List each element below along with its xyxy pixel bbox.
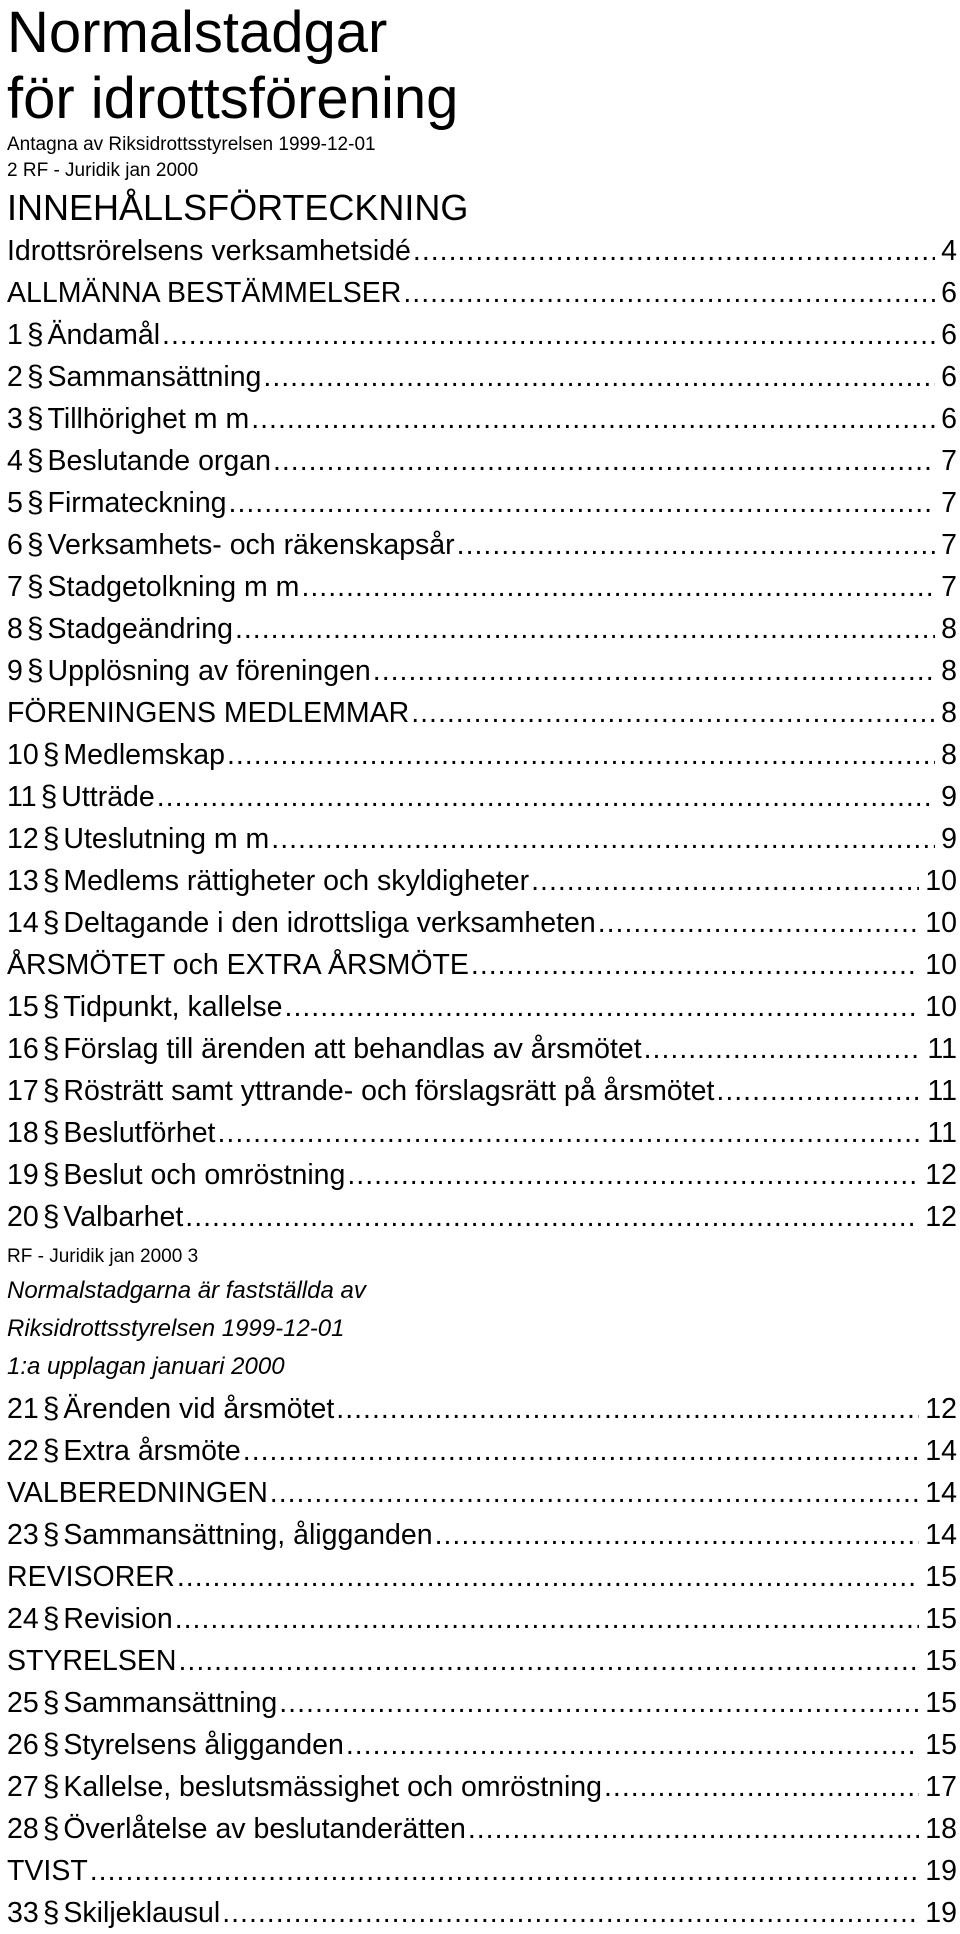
section-number: 12 bbox=[7, 823, 39, 855]
section-title: Uteslutning m m bbox=[63, 823, 270, 855]
section-symbol: § bbox=[40, 780, 58, 813]
section-symbol: § bbox=[42, 906, 60, 939]
dot-leader bbox=[222, 1892, 919, 1934]
section-symbol: § bbox=[42, 1812, 60, 1845]
section-title: TVIST bbox=[7, 1855, 88, 1887]
dot-leader bbox=[235, 608, 935, 650]
toc-entry-text bbox=[7, 734, 225, 776]
dot-leader bbox=[227, 734, 935, 776]
toc-entry-heading bbox=[7, 1472, 957, 1514]
document-title bbox=[7, 0, 957, 132]
section-title: Styrelsens åligganden bbox=[63, 1729, 344, 1761]
title-line-2: för idrottsförening bbox=[7, 66, 459, 131]
page-number: 10 bbox=[925, 865, 957, 897]
section-number: 9 bbox=[7, 655, 23, 687]
dot-leader bbox=[217, 1112, 921, 1154]
section-symbol: § bbox=[26, 612, 44, 645]
page-number: 15 bbox=[925, 1603, 957, 1635]
toc-entry-section bbox=[7, 1430, 957, 1472]
toc-entry-text bbox=[7, 860, 529, 902]
dot-leader bbox=[347, 1154, 919, 1196]
page-number: 11 bbox=[927, 1117, 957, 1149]
section-title: REVISORER bbox=[7, 1561, 175, 1593]
page-number: 7 bbox=[941, 571, 957, 603]
section-symbol: § bbox=[26, 444, 44, 477]
section-title: ÅRSMÖTET och EXTRA ÅRSMÖTE bbox=[7, 949, 469, 981]
toc-entry-text bbox=[7, 986, 283, 1028]
toc-entry-section bbox=[7, 1724, 957, 1766]
page-number: 15 bbox=[925, 1687, 957, 1719]
section-title: Sammansättning, åligganden bbox=[63, 1519, 433, 1551]
dot-leader bbox=[243, 1430, 920, 1472]
section-symbol: § bbox=[42, 1896, 60, 1929]
toc-entry-heading bbox=[7, 692, 957, 734]
toc-entry-text bbox=[7, 608, 233, 650]
toc-entry-text bbox=[7, 1724, 344, 1766]
section-symbol: § bbox=[42, 990, 60, 1023]
section-number: 22 bbox=[7, 1435, 39, 1467]
section-number: 26 bbox=[7, 1729, 39, 1761]
dot-leader bbox=[185, 1196, 919, 1238]
section-symbol: § bbox=[42, 1200, 60, 1233]
section-title: Beslutande organ bbox=[47, 445, 271, 477]
toc-entry-section bbox=[7, 1766, 957, 1808]
section-number: 15 bbox=[7, 991, 39, 1023]
toc-entry-heading bbox=[7, 1850, 957, 1892]
page-number: 14 bbox=[925, 1519, 957, 1551]
toc-entry-section bbox=[7, 566, 957, 608]
section-number: 14 bbox=[7, 907, 39, 939]
section-title: Medlems rättigheter och skyldigheter bbox=[63, 865, 530, 897]
edition-line-2: Riksidrottsstyrelsen 1999-12-01 bbox=[7, 1315, 345, 1342]
section-number: 11 bbox=[7, 781, 37, 813]
section-title: Idrottsrörelsens verksamhetsidé bbox=[7, 235, 411, 267]
page-number: 10 bbox=[925, 907, 957, 939]
section-number: 21 bbox=[7, 1393, 39, 1425]
dot-leader bbox=[531, 860, 919, 902]
section-symbol: § bbox=[42, 1392, 60, 1425]
section-title: Extra årsmöte bbox=[63, 1435, 241, 1467]
toc-entry-text bbox=[7, 1472, 268, 1514]
dot-leader bbox=[251, 398, 935, 440]
section-title: Skiljeklausul bbox=[63, 1897, 221, 1929]
toc-entry-text bbox=[7, 1430, 241, 1472]
toc-entry-heading bbox=[7, 944, 957, 986]
section-number: 17 bbox=[7, 1075, 39, 1107]
page-number: 17 bbox=[925, 1771, 957, 1803]
section-title: Beslutförhet bbox=[63, 1117, 216, 1149]
toc-entry-heading bbox=[7, 272, 957, 314]
section-symbol: § bbox=[42, 1032, 60, 1065]
section-title: Utträde bbox=[61, 781, 155, 813]
page-number: 14 bbox=[925, 1435, 957, 1467]
section-symbol: § bbox=[42, 1770, 60, 1803]
section-symbol: § bbox=[42, 1074, 60, 1107]
toc-entry-text bbox=[7, 1112, 215, 1154]
toc-entry-section bbox=[7, 650, 957, 692]
title-line-1: Normalstadgar bbox=[7, 0, 388, 65]
section-title: Valbarhet bbox=[63, 1201, 184, 1233]
dot-leader bbox=[598, 902, 920, 944]
page-number: 6 bbox=[941, 277, 957, 309]
section-number: 8 bbox=[7, 613, 23, 645]
dot-leader bbox=[263, 356, 935, 398]
section-number: 4 bbox=[7, 445, 23, 477]
toc-entry-text bbox=[7, 440, 271, 482]
toc-entry-text bbox=[7, 1388, 334, 1430]
section-title: Ändamål bbox=[47, 319, 161, 351]
toc-entry-section bbox=[7, 1682, 957, 1724]
page-number: 19 bbox=[925, 1897, 957, 1929]
toc-entry-section bbox=[7, 902, 957, 944]
page-number: 10 bbox=[925, 991, 957, 1023]
toc-entry-section bbox=[7, 734, 957, 776]
toc-entry-section bbox=[7, 818, 957, 860]
toc-entry-text bbox=[7, 1154, 345, 1196]
page-number: 15 bbox=[925, 1645, 957, 1677]
toc-entry-heading bbox=[7, 1556, 957, 1598]
page-footer-note: RF - Juridik jan 2000 3 bbox=[7, 1246, 199, 1267]
section-symbol: § bbox=[26, 570, 44, 603]
toc-heading: INNEHÅLLSFÖRTECKNING bbox=[7, 187, 469, 228]
toc-entry-text bbox=[7, 902, 596, 944]
section-title: Revision bbox=[63, 1603, 173, 1635]
dot-leader bbox=[403, 272, 935, 314]
section-title: Tillhörighet m m bbox=[47, 403, 250, 435]
page-number: 10 bbox=[925, 949, 957, 981]
dot-leader bbox=[373, 650, 935, 692]
section-number: 19 bbox=[7, 1159, 39, 1191]
dot-leader bbox=[301, 566, 935, 608]
toc-entry-section bbox=[7, 1112, 957, 1154]
page-number: 12 bbox=[925, 1159, 957, 1191]
dot-leader bbox=[229, 482, 936, 524]
toc-entry-text bbox=[7, 650, 371, 692]
edition-line-3: 1:a upplagan januari 2000 bbox=[7, 1353, 285, 1380]
dot-leader bbox=[716, 1070, 921, 1112]
section-symbol: § bbox=[42, 738, 60, 771]
page-number: 6 bbox=[941, 403, 957, 435]
dot-leader bbox=[157, 776, 935, 818]
section-symbol: § bbox=[26, 486, 44, 519]
dot-leader bbox=[336, 1388, 919, 1430]
page-number: 15 bbox=[925, 1729, 957, 1761]
toc-entry-text bbox=[7, 944, 469, 986]
dot-leader bbox=[468, 1808, 919, 1850]
section-number: 6 bbox=[7, 529, 23, 561]
section-number: 16 bbox=[7, 1033, 39, 1065]
dot-leader bbox=[177, 1556, 919, 1598]
toc-entry-section bbox=[7, 1388, 957, 1430]
dot-leader bbox=[604, 1766, 919, 1808]
toc-entry-text bbox=[7, 272, 401, 314]
page-number: 8 bbox=[941, 739, 957, 771]
toc-entry-text bbox=[7, 1682, 277, 1724]
toc-entry-text bbox=[7, 818, 269, 860]
section-title: Upplösning av föreningen bbox=[47, 655, 371, 687]
section-title: Rösträtt samt yttrande- och förslagsrätt på årsmötet bbox=[63, 1075, 715, 1107]
section-title: FÖRENINGENS MEDLEMMAR bbox=[7, 697, 410, 729]
page-number: 8 bbox=[941, 697, 957, 729]
page-number: 4 bbox=[941, 235, 957, 267]
toc-entry-text bbox=[7, 1196, 183, 1238]
section-number: 28 bbox=[7, 1813, 39, 1845]
section-title: Firmateckning bbox=[47, 487, 227, 519]
page-number: 7 bbox=[941, 529, 957, 561]
toc-entry-text bbox=[7, 1556, 175, 1598]
section-symbol: § bbox=[26, 402, 44, 435]
section-symbol: § bbox=[42, 1602, 60, 1635]
section-symbol: § bbox=[42, 1434, 60, 1467]
page-header-note: 2 RF - Juridik jan 2000 bbox=[7, 160, 199, 181]
section-title: Deltagande i den idrottsliga verksamheten bbox=[63, 907, 596, 939]
section-number: 10 bbox=[7, 739, 39, 771]
dot-leader bbox=[413, 230, 935, 272]
page-number: 19 bbox=[925, 1855, 957, 1887]
section-number: 18 bbox=[7, 1117, 39, 1149]
table-of-contents-part-1 bbox=[7, 230, 957, 1238]
document-page bbox=[7, 0, 957, 1934]
section-title: VALBEREDNINGEN bbox=[7, 1477, 268, 1509]
section-number: 3 bbox=[7, 403, 23, 435]
edition-info bbox=[7, 1238, 957, 1388]
dot-leader bbox=[162, 314, 935, 356]
page-number: 12 bbox=[925, 1201, 957, 1233]
page-number: 14 bbox=[925, 1477, 957, 1509]
section-number: 13 bbox=[7, 865, 39, 897]
section-symbol: § bbox=[42, 864, 60, 897]
section-number: 7 bbox=[7, 571, 23, 603]
toc-entry-text bbox=[7, 692, 409, 734]
toc-entry-text bbox=[7, 1070, 714, 1112]
page-number: 18 bbox=[925, 1813, 957, 1845]
section-symbol: § bbox=[42, 1518, 60, 1551]
dot-leader bbox=[175, 1598, 920, 1640]
section-title: Verksamhets- och räkenskapsår bbox=[47, 529, 455, 561]
section-title: Sammansättning bbox=[47, 361, 262, 393]
toc-entry-text bbox=[7, 1514, 433, 1556]
dot-leader bbox=[644, 1028, 922, 1070]
section-title: Stadgeändring bbox=[47, 613, 233, 645]
edition-line-1: Normalstadgarna är fastställda av bbox=[7, 1277, 366, 1304]
section-symbol: § bbox=[42, 822, 60, 855]
section-number: 1 bbox=[7, 319, 23, 351]
dot-leader bbox=[270, 1472, 920, 1514]
section-title: Ärenden vid årsmötet bbox=[63, 1393, 335, 1425]
section-title: Beslut och omröstning bbox=[63, 1159, 346, 1191]
section-symbol: § bbox=[42, 1158, 60, 1191]
section-symbol: § bbox=[26, 318, 44, 351]
section-title: STYRELSEN bbox=[7, 1645, 177, 1677]
section-symbol: § bbox=[42, 1686, 60, 1719]
section-title: Medlemskap bbox=[63, 739, 225, 771]
table-of-contents-part-2 bbox=[7, 1388, 957, 1934]
section-symbol: § bbox=[42, 1728, 60, 1761]
toc-entry-text bbox=[7, 398, 249, 440]
section-title: Kallelse, beslutsmässighet och omröstning bbox=[63, 1771, 602, 1803]
section-number: 20 bbox=[7, 1201, 39, 1233]
section-number: 27 bbox=[7, 1771, 39, 1803]
toc-entry-section bbox=[7, 1070, 957, 1112]
toc-entry-section bbox=[7, 608, 957, 650]
toc-entry-section bbox=[7, 1196, 957, 1238]
toc-entry-text bbox=[7, 1028, 642, 1070]
dot-leader bbox=[471, 944, 919, 986]
toc-entry-section bbox=[7, 860, 957, 902]
toc-entry-section bbox=[7, 986, 957, 1028]
dot-leader bbox=[411, 692, 935, 734]
toc-entry-text bbox=[7, 1766, 602, 1808]
toc-entry-section bbox=[7, 1892, 957, 1934]
dot-leader bbox=[90, 1850, 920, 1892]
toc-entry-heading bbox=[7, 1640, 957, 1682]
page-number: 8 bbox=[941, 655, 957, 687]
section-number: 24 bbox=[7, 1603, 39, 1635]
adopted-note: Antagna av Riksidrottsstyrelsen 1999-12-01 bbox=[7, 134, 376, 155]
dot-leader bbox=[271, 818, 935, 860]
section-symbol: § bbox=[26, 360, 44, 393]
toc-entry-text bbox=[7, 566, 299, 608]
toc-entry-text bbox=[7, 356, 261, 398]
page-number: 6 bbox=[941, 361, 957, 393]
toc-entry-section bbox=[7, 440, 957, 482]
toc-entry-text bbox=[7, 314, 160, 356]
toc-entry-section bbox=[7, 1028, 957, 1070]
page-number: 11 bbox=[927, 1033, 957, 1065]
toc-entry-section bbox=[7, 1514, 957, 1556]
toc-entry-section bbox=[7, 482, 957, 524]
dot-leader bbox=[435, 1514, 920, 1556]
section-symbol: § bbox=[26, 528, 44, 561]
section-number: 25 bbox=[7, 1687, 39, 1719]
section-title: Förslag till ärenden att behandlas av årsmötet bbox=[63, 1033, 642, 1065]
section-symbol: § bbox=[26, 654, 44, 687]
dot-leader bbox=[178, 1640, 919, 1682]
dot-leader bbox=[285, 986, 920, 1028]
page-number: 11 bbox=[927, 1075, 957, 1107]
toc-entry-text bbox=[7, 1808, 466, 1850]
toc-entry-text bbox=[7, 230, 411, 272]
section-title: Tidpunkt, kallelse bbox=[63, 991, 283, 1023]
toc-entry-text bbox=[7, 1892, 220, 1934]
page-number: 9 bbox=[941, 781, 957, 813]
toc-entry-text bbox=[7, 776, 155, 818]
section-title: Stadgetolkning m m bbox=[47, 571, 300, 603]
toc-entry-text bbox=[7, 482, 227, 524]
section-number: 23 bbox=[7, 1519, 39, 1551]
dot-leader bbox=[457, 524, 935, 566]
page-number: 15 bbox=[925, 1561, 957, 1593]
toc-entry-text bbox=[7, 524, 455, 566]
toc-entry-text bbox=[7, 1850, 88, 1892]
page-number: 12 bbox=[925, 1393, 957, 1425]
toc-entry-section bbox=[7, 398, 957, 440]
toc-entry-section bbox=[7, 1598, 957, 1640]
dot-leader bbox=[279, 1682, 919, 1724]
section-title: Överlåtelse av beslutanderätten bbox=[63, 1813, 466, 1845]
toc-entry-heading bbox=[7, 230, 957, 272]
section-title: ALLMÄNNA BESTÄMMELSER bbox=[7, 277, 402, 309]
section-title: Sammansättning bbox=[63, 1687, 278, 1719]
section-symbol: § bbox=[42, 1116, 60, 1149]
section-number: 5 bbox=[7, 487, 23, 519]
section-number: 2 bbox=[7, 361, 23, 393]
toc-entry-section bbox=[7, 314, 957, 356]
dot-leader bbox=[273, 440, 935, 482]
page-number: 9 bbox=[941, 823, 957, 855]
toc-entry-section bbox=[7, 1808, 957, 1850]
toc-entry-text bbox=[7, 1640, 176, 1682]
toc-entry-section bbox=[7, 1154, 957, 1196]
page-number: 6 bbox=[941, 319, 957, 351]
toc-entry-section bbox=[7, 524, 957, 566]
toc-entry-section bbox=[7, 776, 957, 818]
dot-leader bbox=[346, 1724, 919, 1766]
toc-entry-section bbox=[7, 356, 957, 398]
page-number: 7 bbox=[941, 445, 957, 477]
page-number: 7 bbox=[941, 487, 957, 519]
page-number: 8 bbox=[941, 613, 957, 645]
toc-entry-text bbox=[7, 1598, 173, 1640]
section-number: 33 bbox=[7, 1897, 39, 1929]
